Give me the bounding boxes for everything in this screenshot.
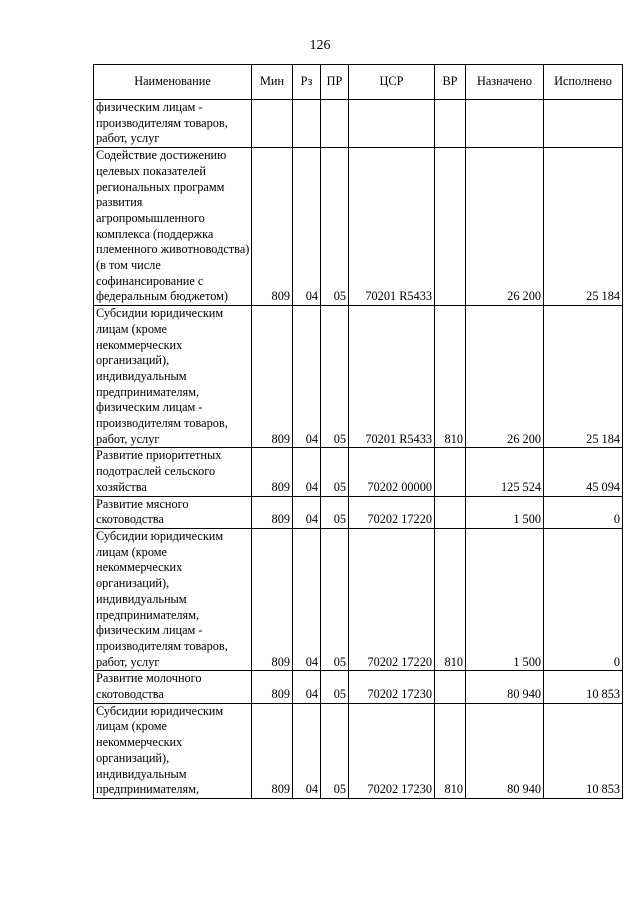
header-rz: Рз xyxy=(293,65,321,100)
cell-assigned: 80 940 xyxy=(466,671,544,703)
table-row xyxy=(94,671,623,703)
cell-assigned: 26 200 xyxy=(466,306,544,448)
table-row xyxy=(94,528,623,670)
cell-executed: 25 184 xyxy=(544,148,623,306)
cell-rz: 04 xyxy=(293,703,321,798)
cell-executed: 10 853 xyxy=(544,703,623,798)
cell-csr: 70202 00000 xyxy=(349,448,435,496)
table-row xyxy=(94,448,623,496)
header-name: Наименование xyxy=(94,65,252,100)
cell-assigned: 125 524 xyxy=(466,448,544,496)
header-vr: ВР xyxy=(435,65,466,100)
cell-pr: 05 xyxy=(321,671,349,703)
cell-vr: 810 xyxy=(435,306,466,448)
cell-min: 809 xyxy=(252,528,293,670)
page-number: 126 xyxy=(309,38,331,53)
cell-rz: 04 xyxy=(293,448,321,496)
header-min: Мин xyxy=(252,65,293,100)
cell-pr: 05 xyxy=(321,528,349,670)
cell-pr: 05 xyxy=(321,306,349,448)
cell-name: Субсидии юридическим лицам (кроме некоммерческих организаций), индивидуальным предпринимателям, физическим лицам - производителям товаров, работ, услуг xyxy=(94,528,252,670)
cell-executed: 0 xyxy=(544,496,623,528)
cell-csr: 70202 17230 xyxy=(349,703,435,798)
cell-pr: 05 xyxy=(321,148,349,306)
cell-min: 809 xyxy=(252,148,293,306)
cell-name: Развитие молочного скотоводства xyxy=(94,671,252,703)
cell-vr xyxy=(435,148,466,306)
cell-executed: 45 094 xyxy=(544,448,623,496)
cell-rz: 04 xyxy=(293,148,321,306)
header-csr: ЦСР xyxy=(349,65,435,100)
cell-executed: 10 853 xyxy=(544,671,623,703)
cell-rz xyxy=(293,100,321,148)
cell-name: Развитие приоритетных подотраслей сельского хозяйства xyxy=(94,448,252,496)
header-assigned: Назначено xyxy=(466,65,544,100)
cell-name: Содействие достижению целевых показателей региональных программ развития агропромышленного комплекса (поддержка племенного животноводства) (в том числе софинансирование с федеральным бюджетом) xyxy=(94,148,252,306)
cell-name: Субсидии юридическим лицам (кроме некоммерческих организаций), индивидуальным предпринимателям, физическим лицам - производителям товаров, работ, услуг xyxy=(94,306,252,448)
cell-executed: 0 xyxy=(544,528,623,670)
cell-name: Развитие мясного скотоводства xyxy=(94,496,252,528)
cell-executed xyxy=(544,100,623,148)
cell-vr: 810 xyxy=(435,703,466,798)
cell-min: 809 xyxy=(252,671,293,703)
cell-assigned: 1 500 xyxy=(466,496,544,528)
budget-table xyxy=(93,64,623,799)
cell-vr xyxy=(435,100,466,148)
cell-csr: 70202 17230 xyxy=(349,671,435,703)
cell-min: 809 xyxy=(252,703,293,798)
cell-rz: 04 xyxy=(293,671,321,703)
cell-vr xyxy=(435,496,466,528)
table-row xyxy=(94,306,623,448)
cell-pr: 05 xyxy=(321,703,349,798)
cell-rz: 04 xyxy=(293,306,321,448)
cell-rz: 04 xyxy=(293,528,321,670)
cell-assigned: 1 500 xyxy=(466,528,544,670)
header-executed: Исполнено xyxy=(544,65,623,100)
cell-min xyxy=(252,100,293,148)
cell-name: Субсидии юридическим лицам (кроме некоммерческих организаций), индивидуальным предпринимателям, xyxy=(94,703,252,798)
cell-rz: 04 xyxy=(293,496,321,528)
table-row xyxy=(94,703,623,798)
cell-executed: 25 184 xyxy=(544,306,623,448)
cell-min: 809 xyxy=(252,306,293,448)
cell-min: 809 xyxy=(252,448,293,496)
cell-name: физическим лицам - производителям товаров, работ, услуг xyxy=(94,100,252,148)
cell-csr: 70202 17220 xyxy=(349,528,435,670)
table-row xyxy=(94,496,623,528)
cell-assigned: 26 200 xyxy=(466,148,544,306)
cell-pr: 05 xyxy=(321,448,349,496)
cell-assigned: 80 940 xyxy=(466,703,544,798)
cell-pr: 05 xyxy=(321,496,349,528)
cell-csr: 70201 R5433 xyxy=(349,148,435,306)
cell-vr xyxy=(435,671,466,703)
cell-vr: 810 xyxy=(435,528,466,670)
cell-assigned xyxy=(466,100,544,148)
table-row xyxy=(94,148,623,306)
cell-vr xyxy=(435,448,466,496)
cell-csr xyxy=(349,100,435,148)
cell-csr: 70202 17220 xyxy=(349,496,435,528)
cell-csr: 70201 R5433 xyxy=(349,306,435,448)
table-header-row xyxy=(94,65,623,100)
table-row xyxy=(94,100,623,148)
cell-pr xyxy=(321,100,349,148)
header-pr: ПР xyxy=(321,65,349,100)
cell-min: 809 xyxy=(252,496,293,528)
